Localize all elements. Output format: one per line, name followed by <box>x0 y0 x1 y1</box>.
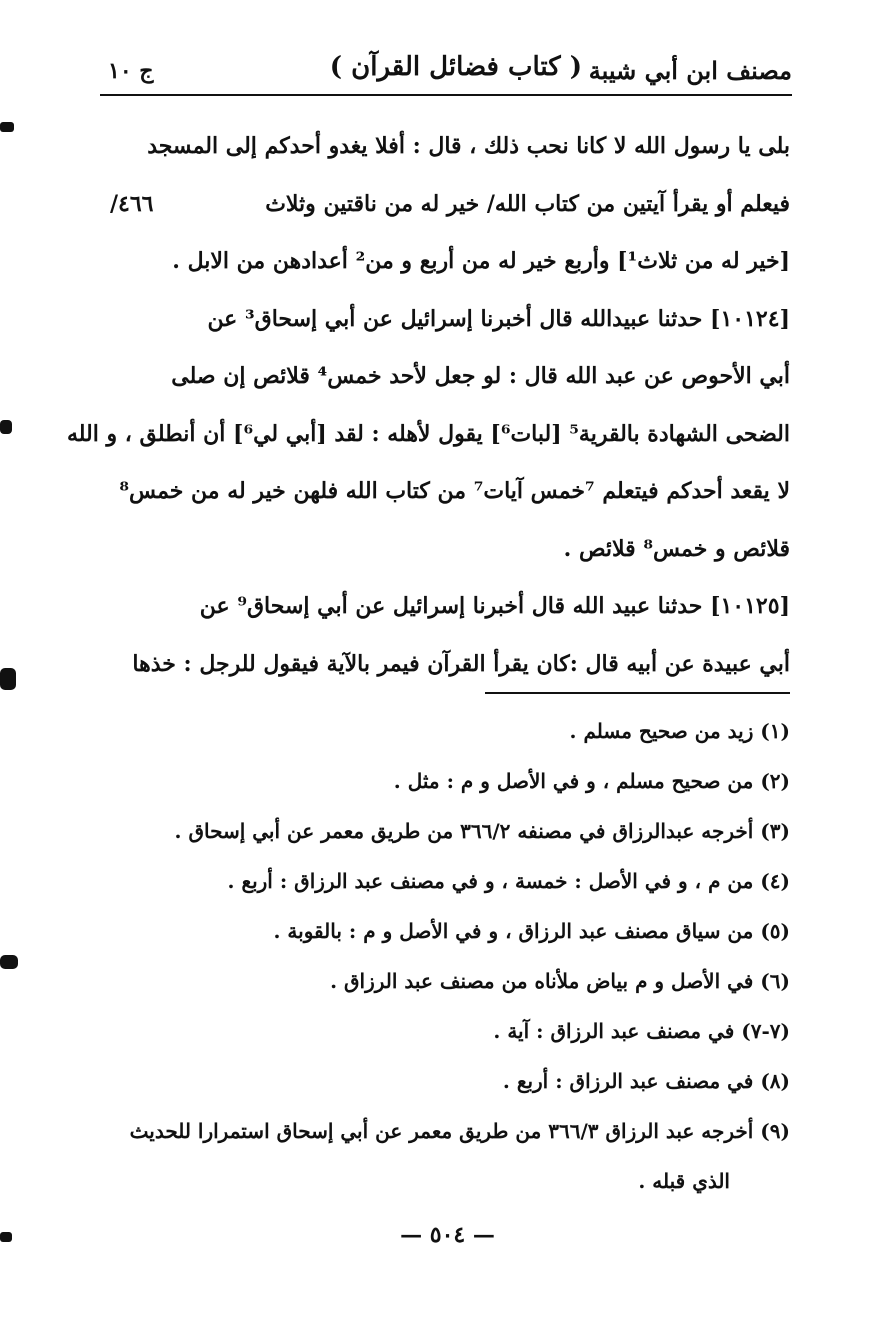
chapter-title: ( كتاب فضائل القرآن ) <box>329 52 582 82</box>
text-line: الضحى الشهادة بالقرية⁵ [لبات⁶] يقول لأهله : لقد [أبي لي⁶] أن أنطلق ، و الله <box>66 420 790 447</box>
text-line: [خير له من ثلاث¹] وأربع خير له من أربع و من² أعدادهن من الابل . <box>172 248 790 274</box>
margin-reference: ٤٦٦/ <box>110 190 154 217</box>
footnote: (٩) أخرجه عبد الرزاق ٣٦٦/٣ من طريق معمر عن أبي إسحاق استمرارا للحديث <box>129 1119 790 1143</box>
footnote: (١) زيد من صحيح مسلم . <box>569 719 790 743</box>
scan-mark <box>0 955 18 969</box>
running-header <box>100 48 792 92</box>
text-line: قلائص و خمس⁸ قلائص . <box>563 535 790 562</box>
main-text <box>66 118 790 693</box>
volume-label: ج ١٠ <box>108 58 154 84</box>
footnote-continuation: الذي قبله . <box>638 1169 730 1193</box>
book-title: مصنف ابن أبي شيبة <box>588 56 792 85</box>
scan-mark <box>0 122 14 132</box>
text-line: بلى يا رسول الله لا كانا نحب ذلك ، قال : أفلا يغدو أحدكم إلى المسجد <box>147 133 790 159</box>
page-number: — ٥٠٤ — <box>400 1222 495 1248</box>
text-line: [١٠١٢٥] حدثنا عبيد الله قال أخبرنا إسرائيل عن أبي إسحاق⁹ عن <box>199 593 790 619</box>
text-line: ٤٦٦/ فيعلم أو يقرأ آيتين من كتاب الله/ خير له من ناقتين وثلاث <box>110 176 790 234</box>
footnote-rule <box>485 692 790 694</box>
text-line: أبي الأحوص عن عبد الله قال : لو جعل لأحد خمس⁴ قلائص إن صلى <box>171 363 790 389</box>
text-line: [١٠١٢٤] حدثنا عبيدالله قال أخبرنا إسرائيل عن أبي إسحاق³ عن <box>207 305 790 332</box>
scan-mark <box>0 420 12 434</box>
footnotes <box>110 706 790 1206</box>
text-line: لا يقعد أحدكم فيتعلم ⁷خمس آيات⁷ من كتاب الله فلهن خير له من خمس⁸ <box>119 478 790 504</box>
footnote: (٤) من م ، و في الأصل : خمسة ، و في مصنف عبد الرزاق : أربع . <box>227 869 790 893</box>
scan-mark <box>0 1232 12 1242</box>
footnote: (٦) في الأصل و م بياض ملأناه من مصنف عبد الرزاق . <box>330 969 790 993</box>
scan-mark <box>0 668 16 690</box>
footnote: (٢) من صحيح مسلم ، و في الأصل و م : مثل . <box>393 769 790 793</box>
footnote: (٧-٧) في مصنف عبد الرزاق : آية . <box>493 1019 790 1043</box>
text-line: أبي عبيدة عن أبيه قال :كان يقرأ القرآن فيمر بالآية فيقول للرجل : خذها <box>132 650 790 677</box>
footnote: (٣) أخرجه عبدالرزاق في مصنفه ٣٦٦/٢ من طريق معمر عن أبي إسحاق . <box>174 819 790 843</box>
header-rule <box>100 94 792 96</box>
footnote: (٨) في مصنف عبد الرزاق : أربع . <box>502 1069 790 1093</box>
footnote: (٥) من سياق مصنف عبد الرزاق ، و في الأصل و م : بالقوبة . <box>273 919 790 943</box>
